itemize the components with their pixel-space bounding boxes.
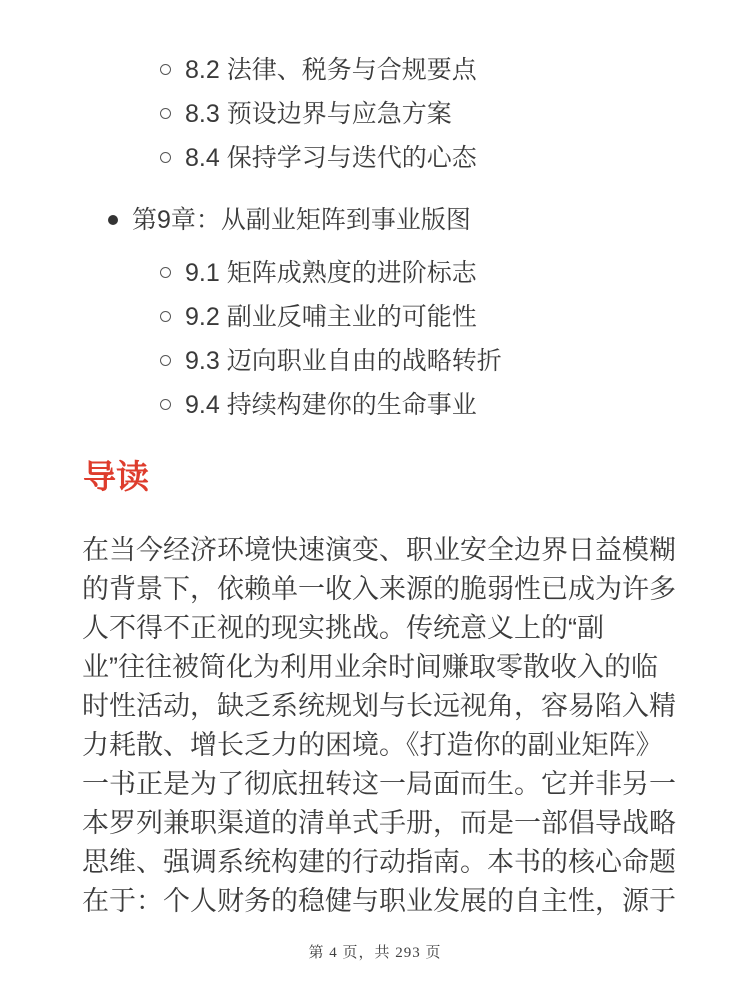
section-heading-daodu: 导读	[83, 458, 149, 495]
toc-chapter-label: 第9章：从副业矩阵到事业版图	[132, 206, 471, 234]
page-number-indicator: 第 4 页，共 293 页	[308, 945, 442, 961]
disc-bullet-icon	[108, 215, 118, 225]
toc-subitem-label: 9.1 矩阵成熟度的进阶标志	[185, 259, 477, 287]
toc-subitem-label: 9.3 迈向职业自由的战略转折	[185, 347, 502, 375]
circle-bullet-icon	[160, 267, 171, 278]
paragraph-line: 思维、强调系统构建的行动指南。本书的核心命题	[82, 847, 676, 877]
toc-subitem-9-1	[185, 258, 750, 288]
toc-subitem-9-3	[185, 346, 750, 376]
toc-subitem-9-4	[185, 390, 750, 420]
paragraph-line: 一书正是为了彻底扭转这一局面而生。它并非另一	[82, 769, 676, 799]
table-of-contents	[0, 0, 750, 420]
paragraph-line: 的背景下，依赖单一收入来源的脆弱性已成为许多	[82, 574, 676, 604]
circle-bullet-icon	[160, 64, 171, 75]
toc-subitem-8-2	[185, 55, 750, 85]
paragraph-line: 业”往往被简化为利用业余时间赚取零散收入的临	[82, 652, 658, 682]
toc-subitem-label: 9.2 副业反哺主业的可能性	[185, 303, 477, 331]
paragraph-line: 人不得不正视的现实挑战。传统意义上的“副	[82, 613, 604, 643]
paragraph-line: 在当今经济环境快速演变、职业安全边界日益模糊	[82, 535, 676, 565]
circle-bullet-icon	[160, 152, 171, 163]
chapter8-subitem-list	[0, 55, 750, 173]
toc-subitem-9-2	[185, 302, 750, 332]
circle-bullet-icon	[160, 108, 171, 119]
toc-subitem-8-4	[185, 143, 750, 173]
intro-paragraph	[82, 531, 682, 921]
toc-subitem-8-3	[185, 99, 750, 129]
circle-bullet-icon	[160, 399, 171, 410]
toc-subitem-label: 8.2 法律、税务与合规要点	[185, 56, 477, 84]
circle-bullet-icon	[160, 355, 171, 366]
paragraph-line: 力耗散、增长乏力的困境。《打造你的副业矩阵》	[82, 730, 663, 760]
toc-subitem-label: 9.4 持续构建你的生命事业	[185, 391, 477, 419]
circle-bullet-icon	[160, 311, 171, 322]
paragraph-line: 在于：个人财务的稳健与职业发展的自主性，源于	[82, 886, 676, 916]
chapter9-subitem-list	[0, 258, 750, 420]
toc-chapter9-item	[132, 205, 750, 235]
paragraph-line: 本罗列兼职渠道的清单式手册，而是一部倡导战略	[82, 808, 676, 838]
toc-subitem-label: 8.3 预设边界与应急方案	[185, 100, 452, 128]
toc-subitem-label: 8.4 保持学习与迭代的心态	[185, 144, 477, 172]
paragraph-line: 时性活动，缺乏系统规划与长远视角，容易陷入精	[82, 691, 676, 721]
